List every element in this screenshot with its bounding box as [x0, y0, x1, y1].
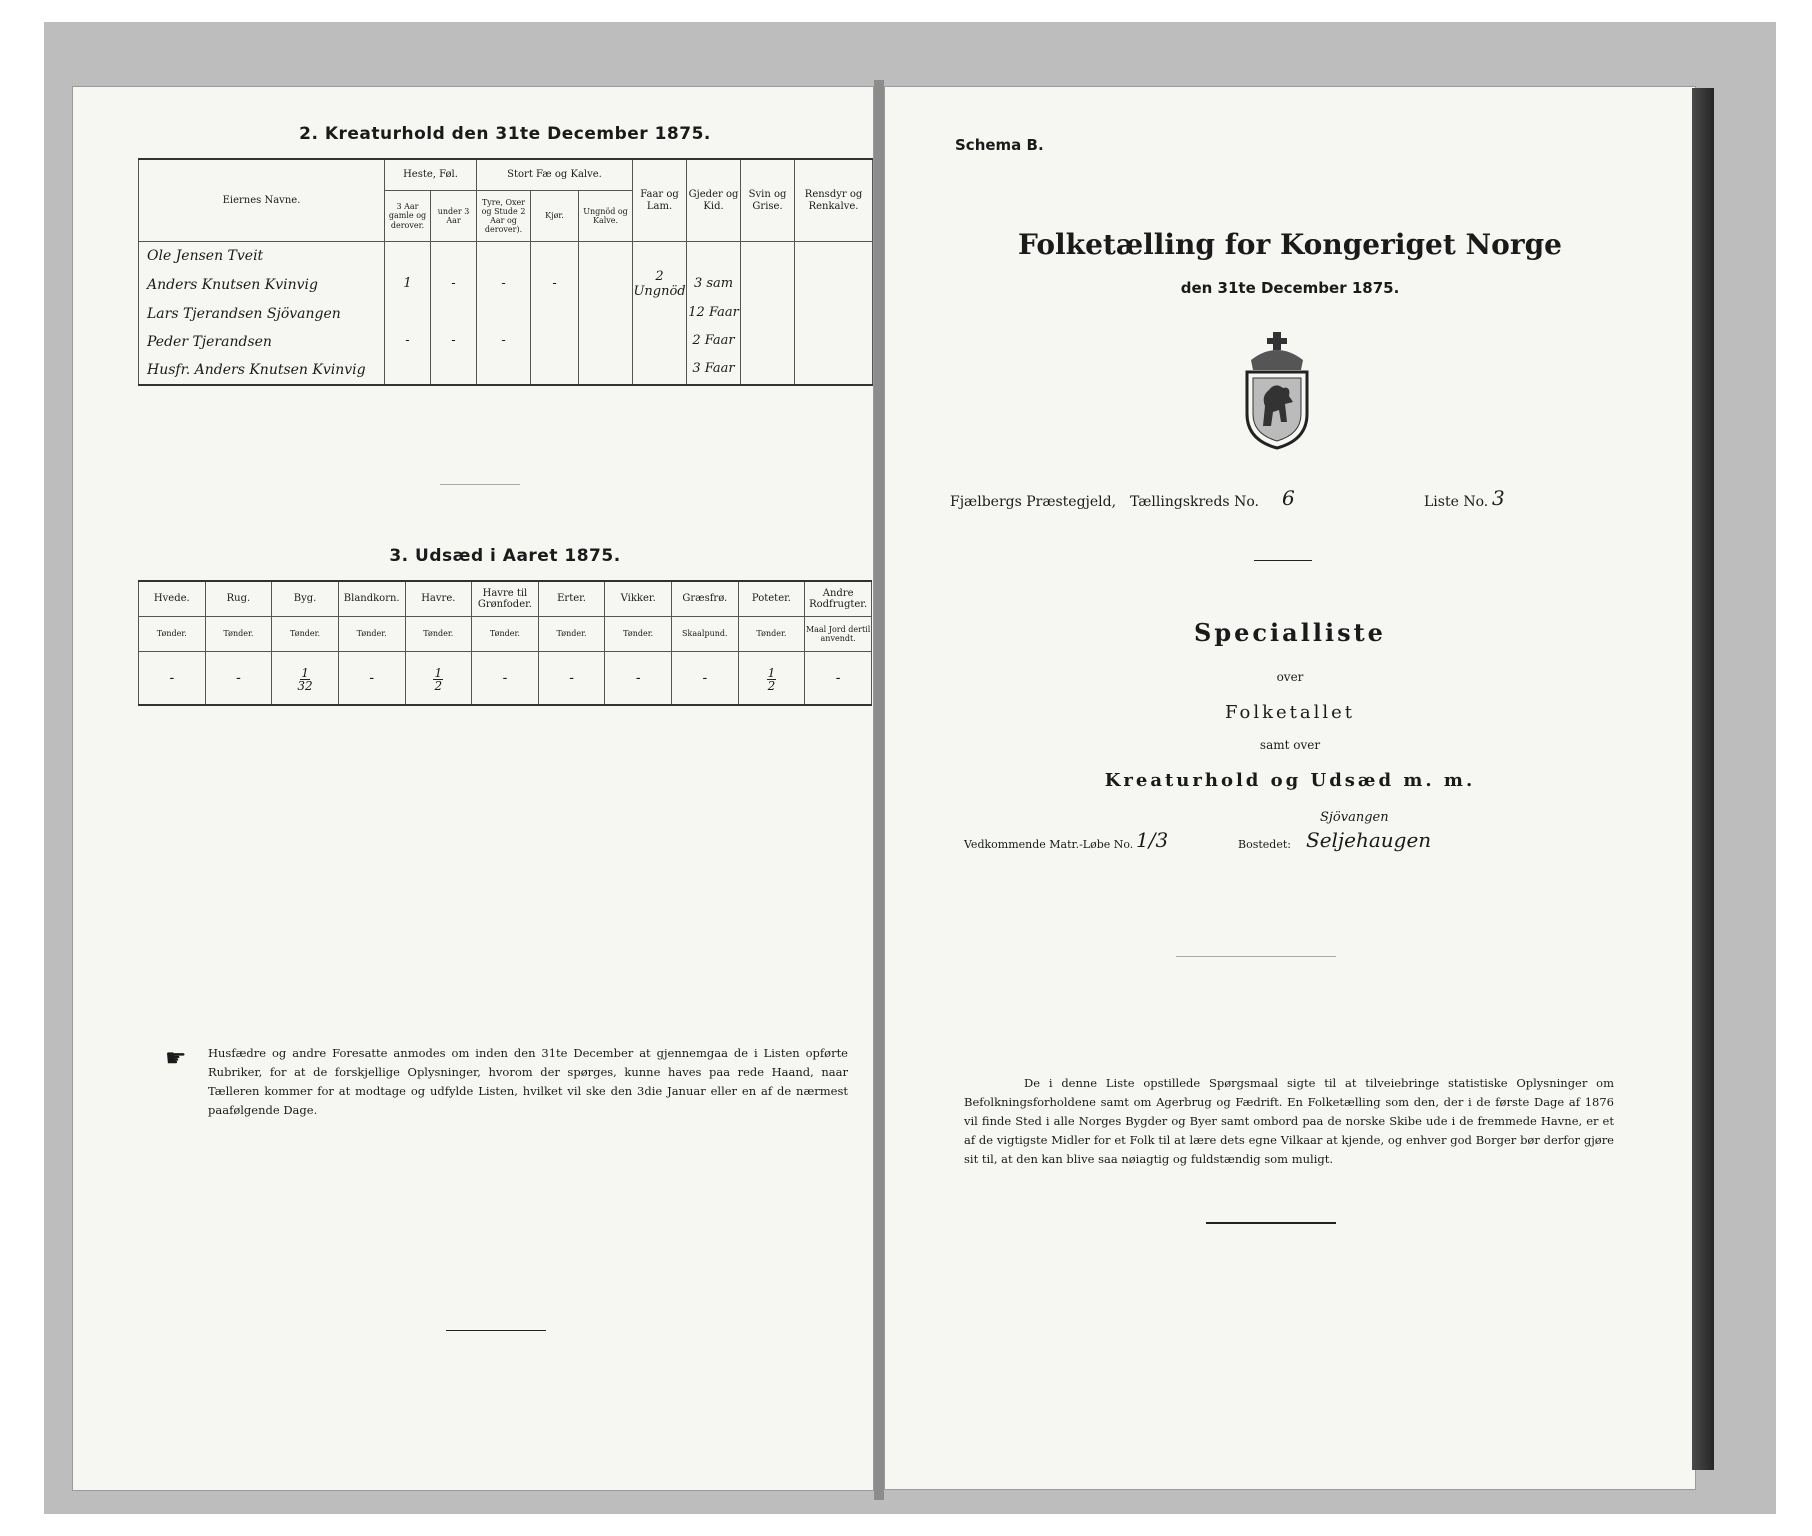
livestock-row: [139, 328, 873, 356]
livestock-count-cell: [531, 300, 579, 328]
page-title: Folketælling for Kongeriget Norge: [1018, 228, 1562, 261]
crop-value-cell: -: [805, 652, 872, 706]
header-reindeer: Rensdyr og Renkalve.: [795, 159, 873, 242]
page-subtitle: den 31te December 1875.: [1180, 279, 1400, 297]
livestock-count-cell: [385, 300, 431, 328]
bosted-label: Bostedet:: [1238, 838, 1291, 851]
livestock-count-cell: [795, 270, 873, 300]
crop-value-cell: -: [538, 652, 605, 706]
livestock-count-cell: [579, 242, 633, 271]
livestock-count-cell: [477, 242, 531, 271]
kreaturhold-label: Kreaturhold og Udsæd m. m.: [1104, 770, 1476, 791]
livestock-count-cell: [741, 300, 795, 328]
crop-unit: Tønder.: [605, 617, 672, 652]
livestock-count-cell: [579, 300, 633, 328]
crop-value-cell: -: [605, 652, 672, 706]
crop-unit: Tønder.: [405, 617, 472, 652]
crop-unit: Tønder.: [472, 617, 539, 652]
livestock-count-cell: [477, 356, 531, 385]
livestock-count-cell: [431, 356, 477, 385]
crop-unit: Tønder.: [205, 617, 272, 652]
header-owner-names: Eiernes Navne.: [139, 159, 385, 242]
livestock-count-cell: [579, 356, 633, 385]
crops-section-title: 3. Udsæd i Aaret 1875.: [389, 546, 621, 566]
short-rule: [1254, 560, 1312, 561]
livestock-count-cell: [477, 300, 531, 328]
header-sheep: Faar og Lam.: [633, 159, 687, 242]
fraction-value: $\frac{1}{32}$: [297, 665, 313, 693]
matr-value: 1/3: [1136, 828, 1169, 852]
livestock-count-cell: [385, 242, 431, 271]
livestock-count-cell: 3 sam: [687, 270, 741, 300]
livestock-count-cell: [531, 356, 579, 385]
livestock-count-cell: [579, 270, 633, 300]
livestock-count-cell: -: [385, 328, 431, 356]
livestock-row: [139, 270, 873, 300]
owner-name-cell: Husfr. Anders Knutsen Kvinvig: [139, 356, 385, 385]
crops-table: [138, 580, 872, 706]
list-label: Liste No.: [1424, 494, 1489, 510]
crop-value-cell: -: [472, 652, 539, 706]
header-cattle-young: Ungnöd og Kalve.: [579, 191, 633, 242]
dotted-divider: [1176, 956, 1336, 957]
fraction-value: $\frac{1}{2}$: [434, 665, 443, 693]
crop-header: Vikker.: [605, 581, 672, 617]
crop-unit: Tønder.: [139, 617, 206, 652]
livestock-row: [139, 356, 873, 385]
crop-value-cell: -: [205, 652, 272, 706]
bosted-value-above: Sjövangen: [1320, 810, 1389, 825]
pointing-hand-icon: ☛: [165, 1044, 187, 1072]
livestock-count-cell: [633, 356, 687, 385]
header-cattle: Stort Fæ og Kalve.: [477, 159, 633, 191]
crop-header: Havre.: [405, 581, 472, 617]
crop-header: Blandkorn.: [338, 581, 405, 617]
livestock-count-cell: [687, 242, 741, 271]
livestock-count-cell: -: [477, 328, 531, 356]
parish-name: Fjælbergs Præstegjeld,: [950, 494, 1117, 510]
crop-unit: Tønder.: [738, 617, 805, 652]
header-horses: Heste, Føl.: [385, 159, 477, 191]
livestock-count-cell: [741, 242, 795, 271]
livestock-count-cell: 12 Faar: [687, 300, 741, 328]
crop-value-cell: -: [672, 652, 739, 706]
livestock-count-cell: [431, 300, 477, 328]
livestock-count-cell: -: [431, 270, 477, 300]
header-horses-young: under 3 Aar: [431, 191, 477, 242]
bottom-rule: [446, 1330, 546, 1331]
crop-header: Poteter.: [738, 581, 805, 617]
livestock-count-cell: [431, 242, 477, 271]
livestock-count-cell: [633, 242, 687, 271]
crop-unit: Maal Jord dertil anvendt.: [805, 617, 872, 652]
divider-line: [440, 484, 520, 485]
livestock-count-cell: [531, 328, 579, 356]
livestock-count-cell: -: [477, 270, 531, 300]
crop-unit: Skaalpund.: [672, 617, 739, 652]
livestock-count-cell: [579, 328, 633, 356]
owner-name-cell: Ole Jensen Tveit: [139, 242, 385, 271]
header-pigs: Svin og Grise.: [741, 159, 795, 242]
crop-unit: Tønder.: [538, 617, 605, 652]
crop-unit: Tønder.: [338, 617, 405, 652]
livestock-count-cell: [741, 328, 795, 356]
livestock-count-cell: [795, 328, 873, 356]
livestock-row: [139, 242, 873, 271]
list-number: 3: [1492, 486, 1505, 510]
livestock-count-cell: [795, 300, 873, 328]
livestock-count-cell: 1: [385, 270, 431, 300]
header-goats: Gjeder og Kid.: [687, 159, 741, 242]
samt-over-label: samt over: [1259, 738, 1321, 752]
livestock-count-cell: [633, 300, 687, 328]
schema-label: Schema B.: [955, 136, 1044, 154]
livestock-row: [139, 300, 873, 328]
district-number: 6: [1282, 486, 1295, 510]
crop-header: Erter.: [538, 581, 605, 617]
explanatory-paragraph: De i denne Liste opstillede Spørgsmaal sigte til at tilveiebringe statistiske Oplysninger om Befolkningsforholdene samt om Agerbrug og Fædrift. En Folketælling som den, der i de første Dage af 1876 vil finde Sted i alle Norges Bygder og Byer samt ombord paa de norske Skibe ude i de fremmede Havne, er et af de vigtigste Midler for et Folk til at lære dets egne Vilkaar at kjende, og enhver god Borger bør derfor gjøre sit til, at den kan blive saa nøiagtig og fuldstændig som muligt.: [964, 1076, 1614, 1166]
district-label: Tællingskreds No.: [1130, 494, 1259, 510]
crop-value-cell: [405, 652, 472, 706]
bottom-rule-right: [1206, 1222, 1336, 1224]
crop-header: Hvede.: [139, 581, 206, 617]
coat-of-arms-icon: [1235, 330, 1319, 450]
header-horses-adult: 3 Aar gamle og derover.: [385, 191, 431, 242]
bosted-value: Seljehaugen: [1306, 828, 1432, 852]
livestock-count-cell: 3 Faar: [687, 356, 741, 385]
matr-label: Vedkommende Matr.-Løbe No.: [964, 838, 1134, 851]
livestock-count-cell: [795, 242, 873, 271]
crop-value-cell: -: [139, 652, 206, 706]
livestock-count-cell: [741, 270, 795, 300]
crop-value-cell: [738, 652, 805, 706]
livestock-count-cell: [531, 242, 579, 271]
crop-value-cell: [272, 652, 339, 706]
crop-header: Rug.: [205, 581, 272, 617]
page-gutter: [874, 80, 884, 1500]
crop-header: Andre Rodfrugter.: [805, 581, 872, 617]
owner-name-cell: Peder Tjerandsen: [139, 328, 385, 356]
spec-title: Specialliste: [1194, 618, 1386, 647]
livestock-count-cell: [741, 356, 795, 385]
livestock-count-cell: 2 Ungnöd: [633, 270, 686, 299]
crop-value-cell: -: [338, 652, 405, 706]
livestock-count-cell: 2 Faar: [687, 328, 741, 356]
notice-text: Husfædre og andre Foresatte anmodes om inden den 31te December at gjennemgaa de i Listen opførte Rubriker, for at de forskjellige Oplysninger, hvorom der spørges, kunne haves paa rede Haand, naar Tælleren kommer for at modtage og udfylde Listen, hvilket vil ske den 3die Januar eller en af de nærmest paafølgende Dage.: [208, 1046, 848, 1117]
owner-name-cell: Lars Tjerandsen Sjövangen: [139, 300, 385, 328]
crop-header: Byg.: [272, 581, 339, 617]
crop-header: Havre til Grønfoder.: [472, 581, 539, 617]
owner-name-cell: Anders Knutsen Kvinvig: [139, 270, 385, 300]
crop-unit: Tønder.: [272, 617, 339, 652]
header-cattle-cows: Kjør.: [531, 191, 579, 242]
over-label: over: [1276, 670, 1304, 684]
folketallet-label: Folketallet: [1224, 702, 1356, 723]
livestock-count-cell: -: [531, 270, 579, 300]
fraction-value: $\frac{1}{2}$: [767, 665, 776, 693]
livestock-count-cell: [795, 356, 873, 385]
crop-header: Græsfrø.: [672, 581, 739, 617]
livestock-count-cell: [633, 328, 687, 356]
header-cattle-bulls: Tyre, Oxer og Stude 2 Aar og derover).: [477, 191, 531, 242]
livestock-table: [138, 158, 873, 386]
livestock-section-title: 2. Kreaturhold den 31te December 1875.: [299, 124, 711, 144]
livestock-count-cell: -: [431, 328, 477, 356]
livestock-count-cell: [385, 356, 431, 385]
